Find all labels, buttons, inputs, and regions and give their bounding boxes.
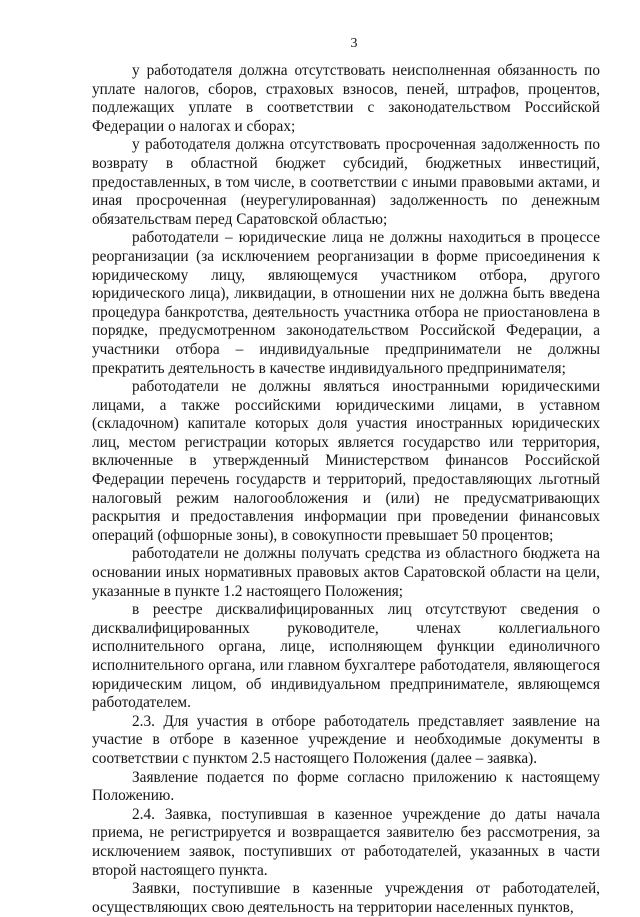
- paragraph-reorganization: работодатели – юридические лица не должны находиться в процессе реорганизации (за исключением реорганизации в форме присоединения к юридическому лицу, являющемуся участником отбора, другого юридического лица), ликвидации, в отношении них не должна быть введена процедура банкротства, деятельность участника отбора не приостановлена в порядке, предусмотренном законодательством Российской Федерации, а участники отбора – индивидуальные предприниматели не должны прекратить деятельность в качестве индивидуального предпринимателя;: [92, 229, 600, 377]
- paragraph-foreign-entities: работодатели не должны являться иностранными юридическими лицами, а также российскими юридическими лицами, в уставном (складочном) капитале которых доля участия иностранных юридических лиц, местом регистрации которых является государство или территория, включенные в утвержденный Министерством финансов Российской Федерации перечень государств и территорий, предоставляющих льготный налоговый режим налогообложения и (или) не предусматривающих раскрытия и предоставления информации при проведении финансовых операций (офшорные зоны), в совокупности превышает 50 процентов;: [92, 378, 600, 544]
- paragraph-section-2-3: 2.3. Для участия в отборе работодатель представляет заявление на участие в отборе в казенное учреждение и необходимые документы в соответствии с пунктом 2.5 настоящего Положения (далее – заявка).: [92, 712, 600, 767]
- paragraph-tax-obligation: у работодателя должна отсутствовать неисполненная обязанность по уплате налогов, сборов, страховых взносов, пеней, штрафов, процентов, подлежащих уплате в соответствии с законодательством Российской Федерации о налогах и сборах;: [92, 62, 600, 135]
- paragraph-applications-received: Заявки, поступившие в казенные учреждения от работодателей, осуществляющих свою деятельность на территории населенных пунктов,: [92, 880, 600, 916]
- paragraph-disqualified-registry: в реестре дисквалифицированных лиц отсутствуют сведения о дисквалифицированных руководителе, членах коллегиального исполнительного органа, лице, исполняющем функции единоличного исполнительного органа, или главном бухгалтере работодателя, являющегося юридическим лицом, об индивидуальном предпринимателе, являющемся работодателем.: [92, 601, 600, 712]
- paragraph-application-form: Заявление подается по форме согласно приложению к настоящему Положению.: [92, 768, 600, 805]
- paragraph-other-funds: работодатели не должны получать средства из областного бюджета на основании иных нормативных правовых актов Саратовской области на цели, указанные в пункте 1.2 настоящего Положения;: [92, 545, 600, 600]
- paragraph-budget-debt: у работодателя должна отсутствовать просроченная задолженность по возврату в областной бюджет субсидий, бюджетных инвестиций, предоставленных, в том числе, в соответствии с иными правовыми актами, и иная просроченная (неурегулированная) задолженность по денежным обязательствам перед Саратовской областью;: [92, 136, 600, 228]
- paragraph-section-2-4: 2.4. Заявка, поступившая в казенное учреждение до даты начала приема, не регистрируется и возвращается заявителю без рассмотрения, за исключением заявок, поступивших от работодателей, указанных в части второй настоящего пункта.: [92, 805, 600, 879]
- page-number: 3: [350, 36, 358, 51]
